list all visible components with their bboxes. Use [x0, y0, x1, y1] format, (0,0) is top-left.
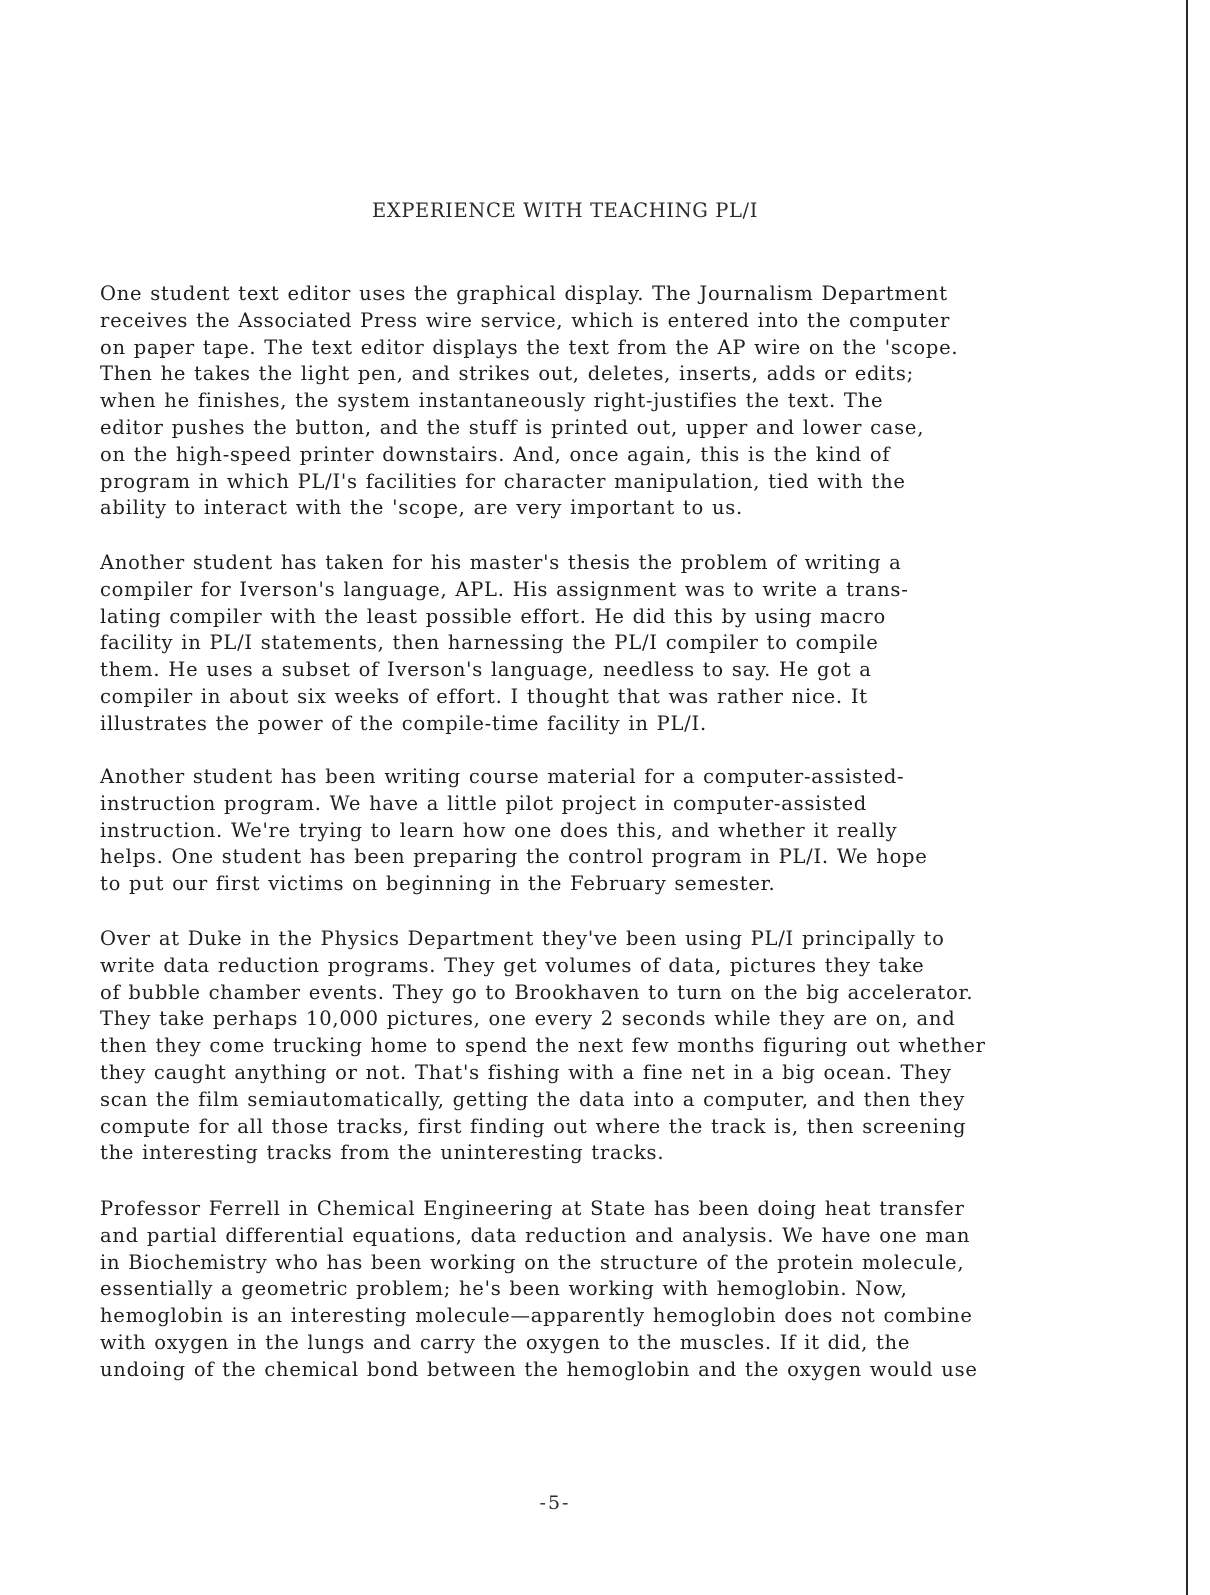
text-line: to put our first victims on beginning in the February semester. — [100, 872, 776, 896]
text-line: ability to interact with the 'scope, are very important to us. — [100, 496, 743, 520]
text-line: hemoglobin is an interesting molecule—apparently hemoglobin does not combine — [100, 1304, 973, 1328]
page-number: -5- — [539, 1492, 571, 1514]
text-line: facility in PL/I statements, then harnessing the PL/I compiler to compile — [100, 631, 879, 655]
text-line: undoing of the chemical bond between the hemoglobin and the oxygen would use — [100, 1357, 978, 1381]
text-line: then they come trucking home to spend the next few months figuring out whether — [100, 1034, 986, 1058]
text-line: Then he takes the light pen, and strikes out, deletes, inserts, adds or edits; — [100, 362, 914, 386]
text-line: essentially a geometric problem; he's been working with hemoglobin. Now, — [100, 1277, 908, 1301]
text-line: helps. One student has been preparing the control program in PL/I. We hope — [100, 845, 928, 869]
text-line: compute for all those tracks, first finding out where the track is, then screening — [100, 1114, 967, 1138]
text-line: They take perhaps 10,000 pictures, one every 2 seconds while they are on, and — [100, 1007, 956, 1031]
text-line: Another student has taken for his master's thesis the problem of writing a — [100, 551, 902, 574]
paragraph-2 — [100, 550, 1100, 738]
page-title: EXPERIENCE WITH TEACHING PL/I — [372, 199, 758, 222]
text-line: instruction. We're trying to learn how one does this, and whether it really — [100, 818, 898, 842]
text-line: of bubble chamber events. They go to Brookhaven to turn on the big accelerator. — [100, 980, 974, 1004]
paragraph-3 — [100, 764, 1100, 898]
text-line: in Biochemistry who has been working on the structure of the protein molecule, — [100, 1250, 965, 1274]
text-line: instruction program. We have a little pilot project in computer-assisted — [100, 791, 867, 815]
text-line: Another student has been writing course material for a computer-assisted- — [100, 765, 905, 788]
text-line: write data reduction programs. They get volumes of data, pictures they take — [100, 953, 925, 977]
text-line: scan the film semiautomatically, getting the data into a computer, and then they — [100, 1087, 966, 1111]
paragraph-5 — [100, 1196, 1100, 1384]
text-line: compiler for Iverson's language, APL. His assignment was to write a trans- — [100, 577, 909, 601]
text-line: compiler in about six weeks of effort. I thought that was rather nice. It — [100, 684, 868, 708]
text-line: on paper tape. The text editor displays the text from the AP wire on the 'scope. — [100, 335, 959, 359]
text-line: Professor Ferrell in Chemical Engineering at State has been doing heat transfer — [100, 1197, 965, 1220]
paragraph-1 — [100, 281, 1100, 522]
text-line: when he finishes, the system instantaneously right-justifies the text. The — [100, 389, 884, 413]
text-line: editor pushes the button, and the stuff is printed out, upper and lower case, — [100, 415, 925, 439]
text-line: they caught anything or not. That's fishing with a fine net in a big ocean. They — [100, 1060, 952, 1084]
text-line: program in which PL/I's facilities for character manipulation, tied with the — [100, 469, 906, 493]
text-line: illustrates the power of the compile-time facility in PL/I. — [100, 711, 707, 735]
text-line: lating compiler with the least possible effort. He did this by using macro — [100, 604, 886, 628]
text-line: them. He uses a subset of Iverson's language, needless to say. He got a — [100, 658, 872, 682]
text-line: on the high-speed printer downstairs. And, once again, this is the kind of — [100, 442, 891, 466]
paragraph-4 — [100, 926, 1100, 1167]
page-edge-line — [1186, 0, 1188, 1595]
text-line: and partial differential equations, data reduction and analysis. We have one man — [100, 1223, 971, 1247]
text-line: with oxygen in the lungs and carry the oxygen to the muscles. If it did, the — [100, 1330, 911, 1354]
text-line: One student text editor uses the graphical display. The Journalism Department — [100, 282, 948, 305]
text-line: receives the Associated Press wire service, which is entered into the computer — [100, 308, 951, 332]
text-line: Over at Duke in the Physics Department they've been using PL/I principally to — [100, 927, 945, 950]
text-line: the interesting tracks from the uninteresting tracks. — [100, 1141, 665, 1165]
